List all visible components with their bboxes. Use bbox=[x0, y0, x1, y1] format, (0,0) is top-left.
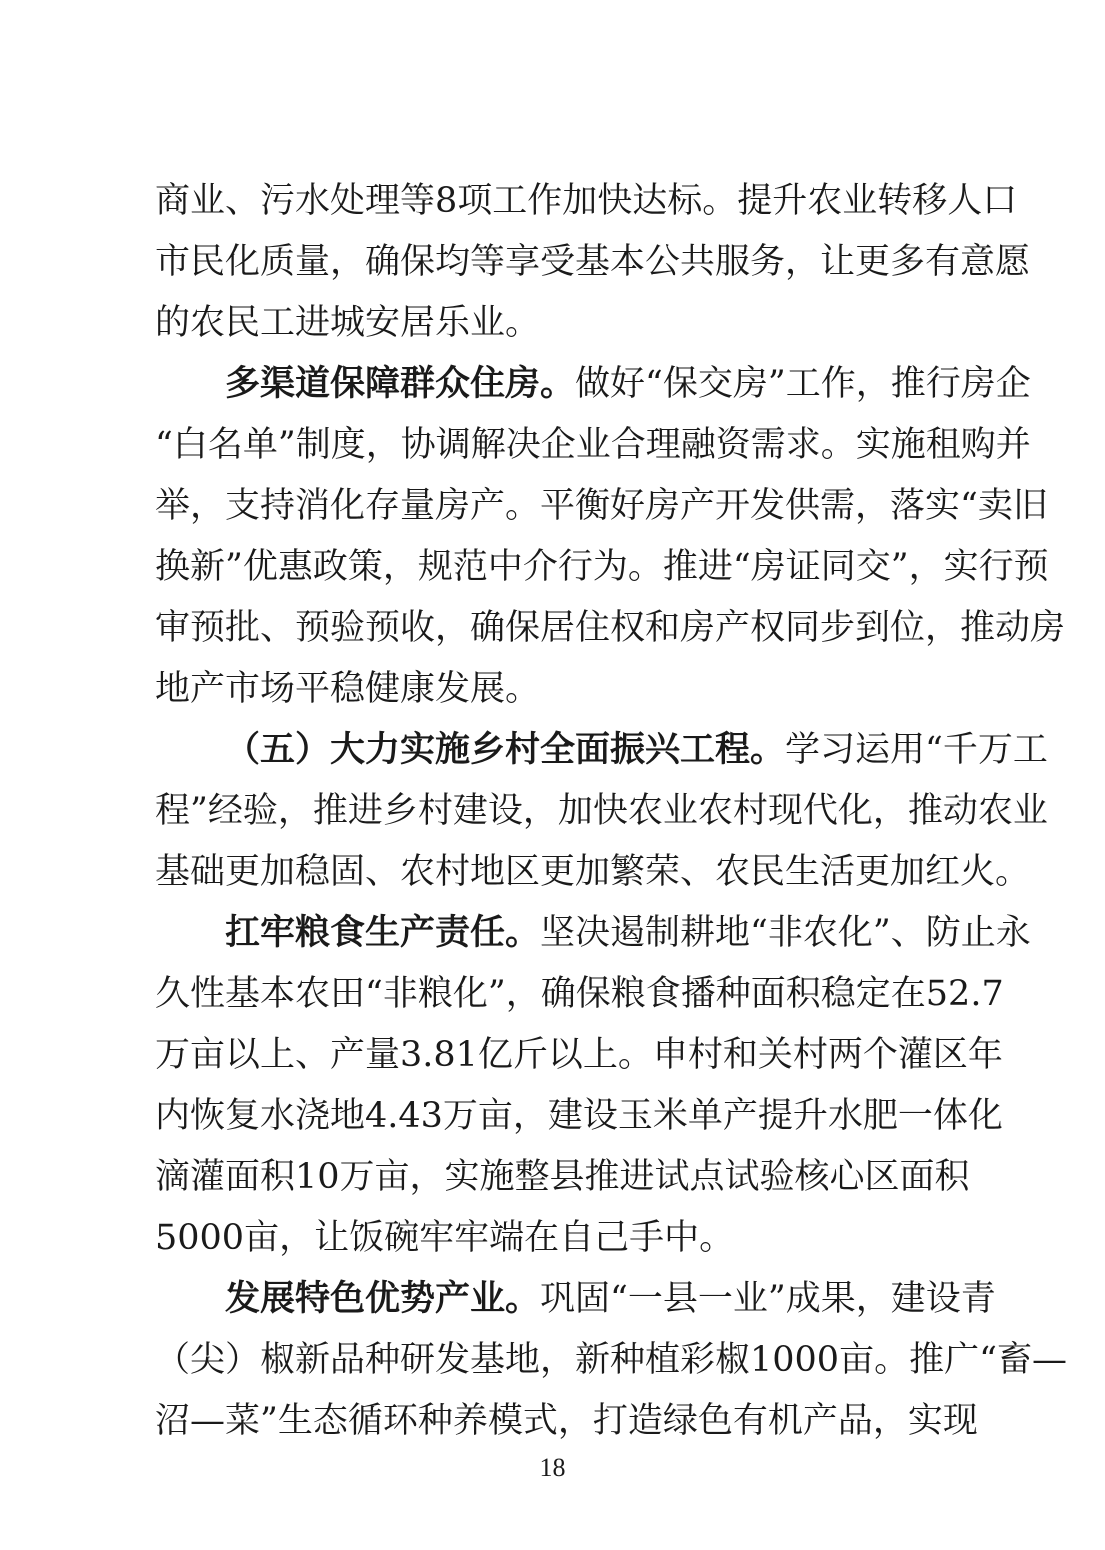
text-line: 沼—菜”生态循环种养模式，打造绿色有机产品，实现 bbox=[155, 1401, 978, 1441]
section-heading: 发展特色优势产业。 bbox=[225, 1279, 541, 1319]
text-line: 万亩以上、产量3.81亿斤以上。申村和关村两个灌区年 bbox=[155, 1035, 1003, 1075]
text-line: 地产市场平稳健康发展。 bbox=[155, 669, 541, 709]
section-heading: （五）大力实施乡村全面振兴工程。 bbox=[225, 730, 786, 770]
text-line: 的农民工进城安居乐业。 bbox=[155, 303, 541, 343]
body-text bbox=[155, 171, 1067, 1452]
text-line bbox=[155, 1269, 996, 1330]
text-line: （尖）椒新品种研发基地，新种植彩椒1000亩。推广“畜— bbox=[155, 1340, 1067, 1380]
text-line bbox=[155, 720, 1048, 781]
text-line: 5000亩，让饭碗牢牢端在自己手中。 bbox=[155, 1218, 735, 1258]
text-run: 巩固“一县一业”成果，建设青 bbox=[540, 1279, 996, 1319]
text-run: 做好“保交房”工作，推行房企 bbox=[575, 364, 1031, 404]
text-line: 程”经验，推进乡村建设，加快农业农村现代化，推动农业 bbox=[155, 791, 1048, 831]
section-heading: 多渠道保障群众住房。 bbox=[225, 364, 576, 404]
section-heading: 扛牢粮食生产责任。 bbox=[225, 913, 541, 953]
text-line: 基础更加稳固、农村地区更加繁荣、农民生活更加红火。 bbox=[155, 852, 1031, 892]
text-line: 市民化质量，确保均等享受基本公共服务，让更多有意愿 bbox=[155, 242, 1031, 282]
text-line: 久性基本农田“非粮化”，确保粮食播种面积稳定在52.7 bbox=[155, 974, 1004, 1014]
text-run: 坚决遏制耕地“非农化”、防止永 bbox=[540, 913, 1031, 953]
text-line bbox=[155, 903, 1031, 964]
text-line: 审预批、预验预收，确保居住权和房产权同步到位，推动房 bbox=[155, 608, 1066, 648]
text-line bbox=[155, 354, 1031, 415]
text-line: “白名单”制度，协调解决企业合理融资需求。实施租购并 bbox=[155, 425, 1031, 465]
text-line: 内恢复水浇地4.43万亩，建设玉米单产提升水肥一体化 bbox=[155, 1096, 1003, 1136]
text-line: 举，支持消化存量房产。平衡好房产开发供需，落实“卖旧 bbox=[155, 486, 1048, 526]
text-line: 滴灌面积10万亩，实施整县推进试点试验核心区面积 bbox=[155, 1157, 970, 1197]
text-line: 商业、污水处理等8项工作加快达标。提升农业转移人口 bbox=[155, 181, 1018, 221]
text-run: 学习运用“千万工 bbox=[785, 730, 1048, 770]
text-line: 换新”优惠政策，规范中介行为。推进“房证同交”，实行预 bbox=[155, 547, 1049, 587]
page-number: 18 bbox=[539, 1453, 566, 1482]
